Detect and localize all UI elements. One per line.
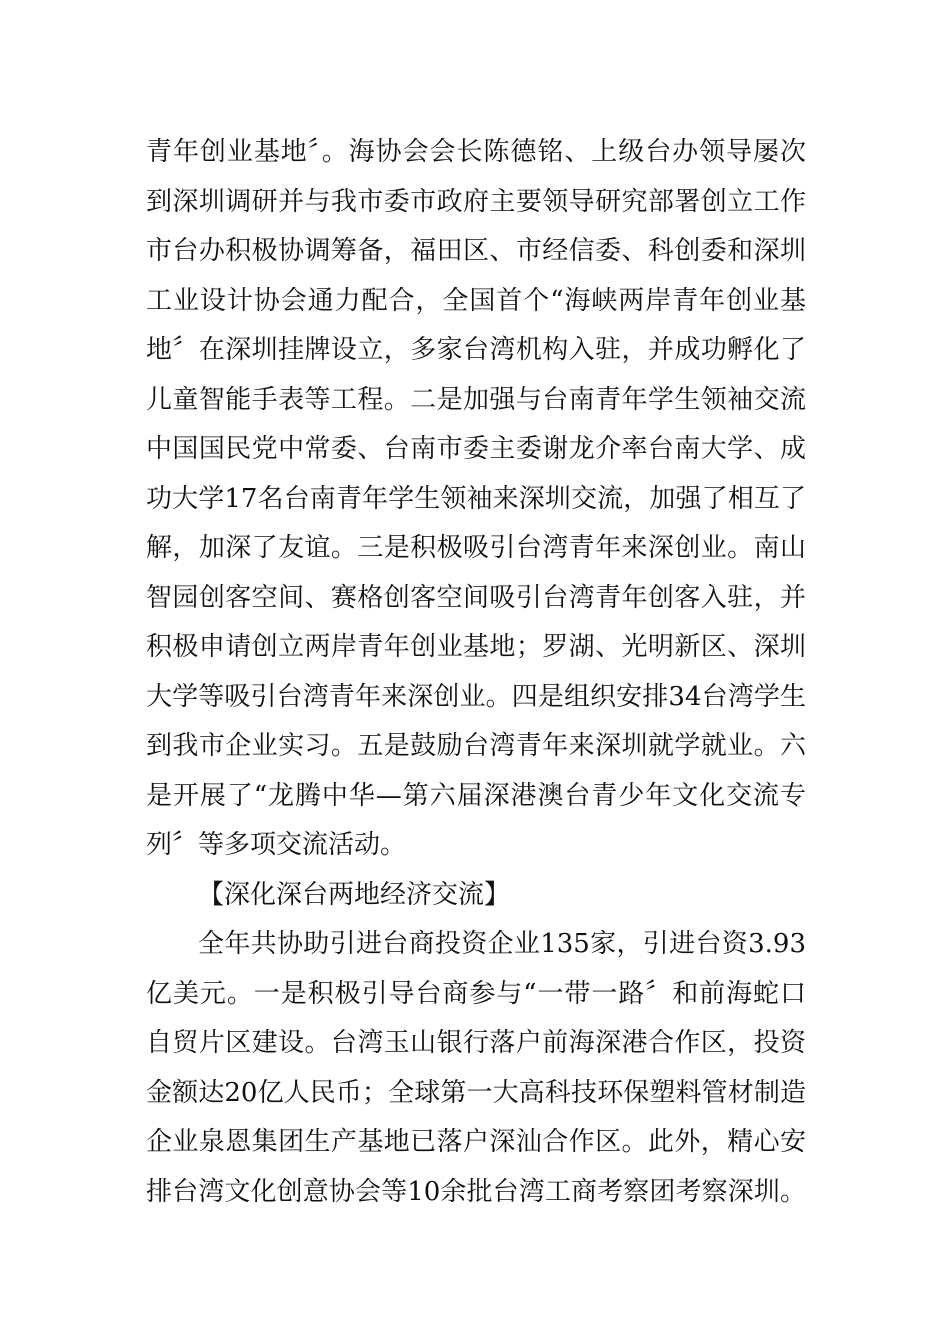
paragraph-line: 市台办积极协调筹备，福田区、市经信委、科创委和深圳 bbox=[146, 236, 806, 266]
paragraph-line: 排台湾文化创意协会等10余批台湾工商考察团考察深圳。 bbox=[146, 1176, 806, 1207]
paragraph-line: 自贸片区建设。台湾玉山银行落户前海深港合作区，投资 bbox=[146, 1028, 806, 1058]
paragraph-line: 智园创客空间、赛格创客空间吸引台湾青年创客入驻，并 bbox=[146, 582, 806, 613]
paragraph-line: 是开展了“龙腾中华—第六届深港澳台青少年文化交流专 bbox=[146, 780, 806, 811]
paragraph-line: 地〞在深圳挂牌设立，多家台湾机构入驻，并成功孵化了 bbox=[146, 335, 806, 365]
paragraph-line: 金额达20亿人民币；全球第一大高科技环保塑料管材制造 bbox=[146, 1077, 806, 1108]
paragraph-line: 到我市企业实习。五是鼓励台湾青年来深圳就学就业。六 bbox=[146, 731, 806, 761]
paragraph-line: 功大学17名台南青年学生领袖来深圳交流，加强了相互了 bbox=[146, 483, 806, 514]
paragraph-line: 中国国民党中常委、台南市委主委谢龙介率台南大学、成 bbox=[146, 434, 806, 464]
document-body bbox=[146, 128, 806, 1217]
paragraph-line: 青年创业基地〞。海协会会长陈德铭、上级台办领导屡次 bbox=[146, 137, 806, 167]
paragraph-line: 积极申请创立两岸青年创业基地；罗湖、光明新区、深圳 bbox=[146, 632, 806, 662]
paragraph-line: 全年共协助引进台商投资企业135家，引进台资3.93 bbox=[198, 929, 806, 959]
paragraph-line: 解，加深了友谊。三是积极吸引台湾青年来深创业。南山 bbox=[146, 533, 806, 563]
paragraph-line: 列〞等多项交流活动。 bbox=[146, 830, 407, 860]
section-heading: 【深化深台两地经济交流】 bbox=[198, 879, 511, 910]
paragraph-line: 工业设计协会通力配合，全国首个“海峡两岸青年创业基 bbox=[146, 285, 806, 316]
paragraph-line: 儿童智能手表等工程。二是加强与台南青年学生领袖交流 bbox=[146, 384, 806, 415]
paragraph-line: 到深圳调研并与我市委市政府主要领导研究部署创立工作 bbox=[146, 186, 806, 217]
paragraph-line: 大学等吸引台湾青年来深创业。四是组织安排34台湾学生 bbox=[146, 681, 806, 712]
paragraph-line: 亿美元。一是积极引导台商参与“一带一路〞和前海蛇口 bbox=[146, 978, 806, 1009]
paragraph-line: 企业泉恩集团生产基地已落户深汕合作区。此外，精心安 bbox=[146, 1127, 806, 1157]
